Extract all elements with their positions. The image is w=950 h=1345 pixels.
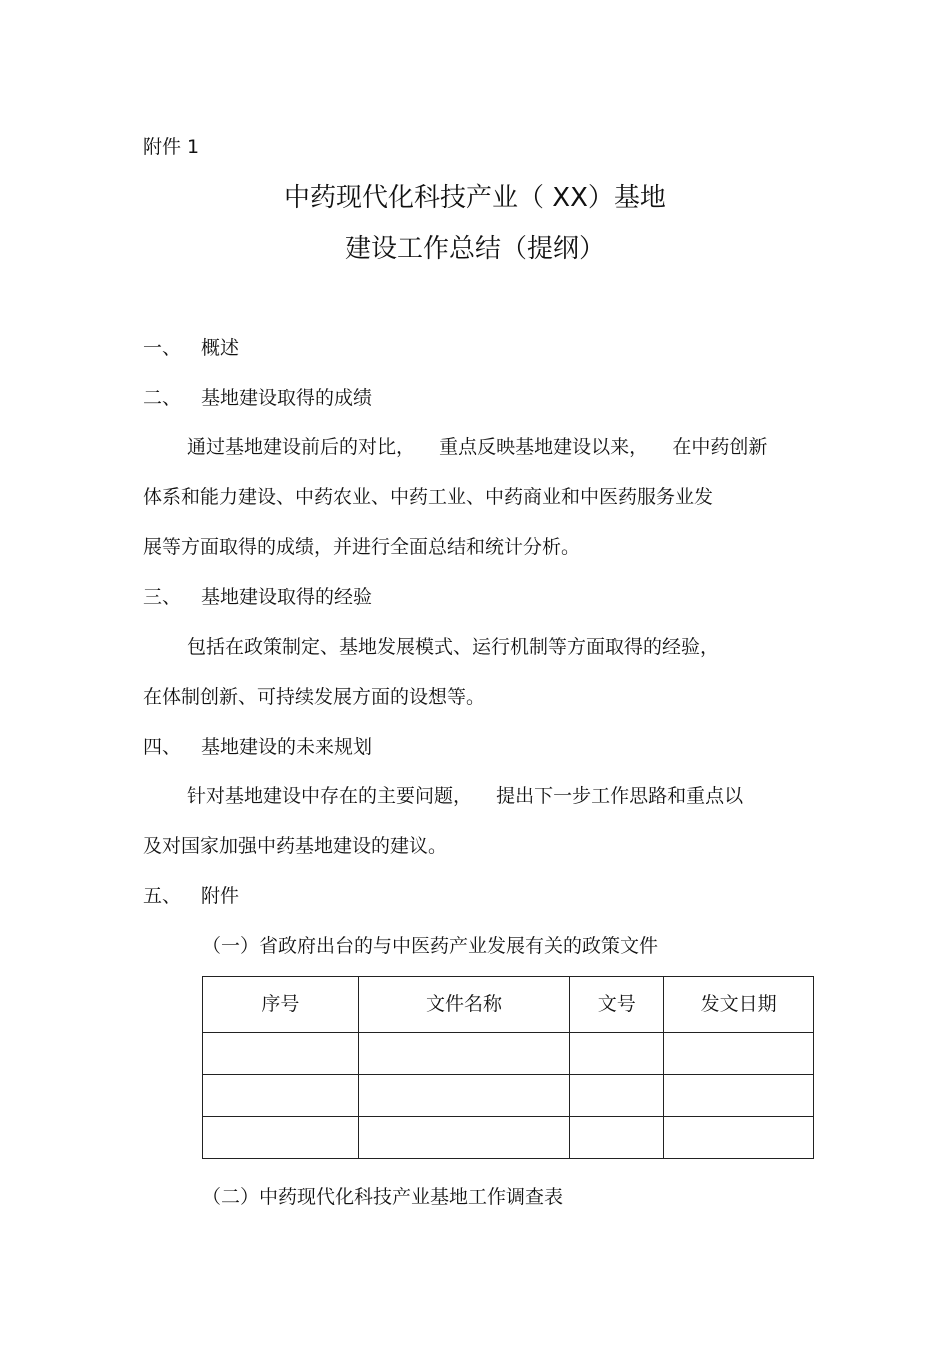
- table-cell: [570, 1033, 664, 1075]
- section-title: 基地建设的未来规划: [201, 736, 373, 758]
- section-heading-3: [143, 582, 372, 609]
- section-number: 三、: [143, 586, 182, 608]
- section-3-paragraph-line-1: 包括在政策制定、基地发展模式、运行机制等方面取得的经验，: [187, 636, 720, 658]
- table-cell: [570, 1075, 664, 1117]
- table-cell: [203, 1033, 359, 1075]
- table-row: [203, 1033, 814, 1075]
- table-cell: [358, 1075, 570, 1117]
- table-cell: [570, 1117, 664, 1159]
- section-2-paragraph-line-2: 体系和能力建设、中药农业、中药工业、中药商业和中医药服务业发: [143, 486, 714, 508]
- subsection-1-title: （一）省政府出台的与中医药产业发展有关的政策文件: [202, 935, 659, 957]
- table-header-row: [203, 977, 814, 1033]
- section-number: 五、: [143, 885, 182, 907]
- subsection-2-title: （二）中药现代化科技产业基地工作调查表: [202, 1186, 564, 1208]
- section-2-paragraph-line-3: 展等方面取得的成绩，并进行全面总结和统计分析。: [143, 536, 581, 558]
- section-number: 一、: [143, 337, 182, 359]
- table-cell: [358, 1033, 570, 1075]
- section-title: 概述: [201, 337, 240, 359]
- section-title: 附件: [201, 885, 240, 907]
- document-title-line-2: 建设工作总结（提纲）: [344, 234, 605, 264]
- table-row: [203, 1075, 814, 1117]
- section-heading-2: [143, 383, 372, 410]
- table-row: [203, 1117, 814, 1159]
- table-cell: [664, 1075, 814, 1117]
- section-2-paragraph-line-1: 通过基地建设前后的对比， 重点反映基地建设以来， 在中药创新: [187, 436, 768, 458]
- table-header-cell: 文件名称: [358, 977, 570, 1033]
- section-title: 基地建设取得的成绩: [201, 387, 373, 409]
- table-cell: [358, 1117, 570, 1159]
- section-heading-4: [143, 732, 372, 759]
- section-number: 四、: [143, 736, 182, 758]
- section-title: 基地建设取得的经验: [201, 586, 373, 608]
- table-cell: [664, 1033, 814, 1075]
- section-heading-5: [143, 881, 239, 908]
- document-title-line-1: 中药现代化科技产业（ XX）基地: [284, 183, 666, 213]
- table-cell: [203, 1075, 359, 1117]
- policy-documents-table: [202, 976, 814, 1159]
- section-3-paragraph-line-2: 在体制创新、可持续发展方面的设想等。: [143, 686, 486, 708]
- table-cell: [203, 1117, 359, 1159]
- table-header-cell: 序号: [203, 977, 359, 1033]
- table-header-cell: 发文日期: [664, 977, 814, 1033]
- section-number: 二、: [143, 387, 182, 409]
- table-cell: [664, 1117, 814, 1159]
- table-header-cell: 文号: [570, 977, 664, 1033]
- section-4-paragraph-line-1: 针对基地建设中存在的主要问题， 提出下一步工作思路和重点以: [187, 785, 744, 807]
- attachment-label: 附件 1: [143, 136, 200, 158]
- section-heading-1: [143, 333, 239, 360]
- section-4-paragraph-line-2: 及对国家加强中药基地建设的建议。: [143, 835, 448, 857]
